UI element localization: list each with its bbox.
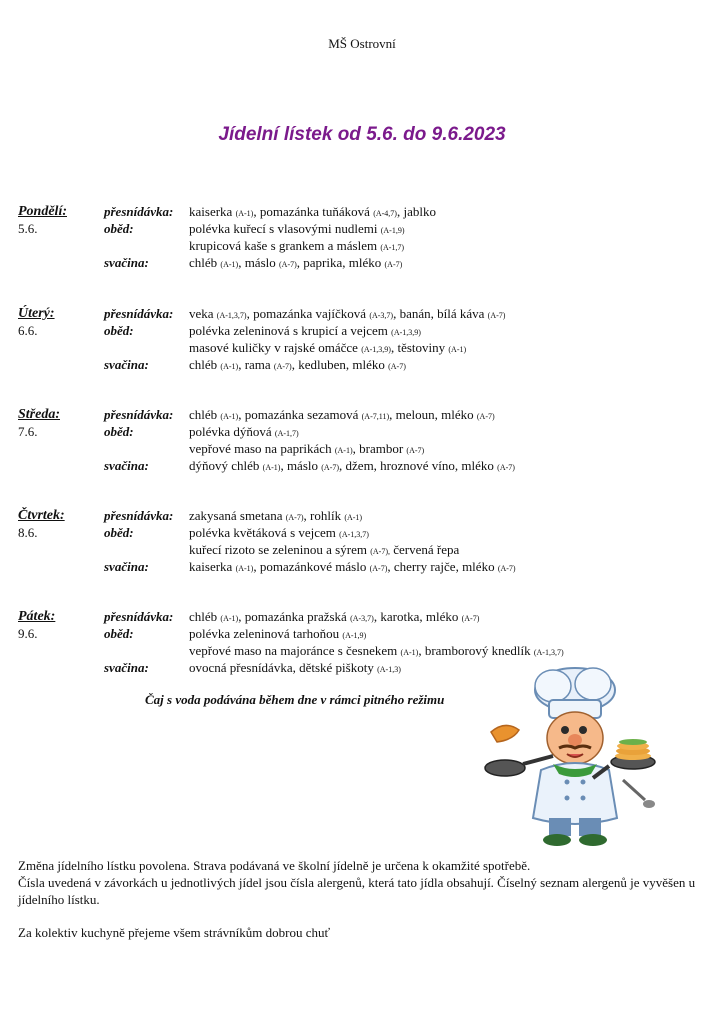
menu-text-segment: masové kuličky v rajské omáčce [189, 340, 362, 355]
menu-text-segment: , kedluben, mléko [291, 357, 389, 372]
meal-items [189, 659, 401, 678]
breakfast-label: přesnídávka: [104, 508, 174, 523]
snack-label: svačina: [104, 458, 149, 473]
footer-line-change: Změna jídelního lístku povolena. Strava podávaná ve školní jídelně je určena k okamžité spotřebě. [18, 858, 531, 873]
allergen-code: (A-1) [220, 260, 239, 269]
menu-text-segment: polévka zeleninová s krupicí a vejcem [189, 323, 392, 338]
menu-text-segment: , pomazánka vajíčková [246, 306, 370, 321]
snack-label: svačina: [104, 559, 149, 574]
allergen-code: (A-1) [220, 614, 239, 623]
breakfast-label: přesnídávka: [104, 609, 174, 624]
allergen-code: (A-1) [400, 648, 419, 657]
menu-text-segment: polévka zeleninová tarhoňou [189, 626, 343, 641]
allergen-code: (A-7) [487, 311, 506, 320]
allergen-code: (A-7), [370, 547, 390, 556]
allergen-code: (A-1) [235, 209, 254, 218]
day-block-thursday [18, 507, 708, 575]
day-name: Úterý: [18, 306, 55, 321]
menu-text-segment: kaiserka [189, 204, 236, 219]
allergen-code: (A-7) [388, 362, 406, 371]
allergen-code: (A-7) [279, 260, 297, 269]
menu-row [18, 507, 708, 524]
allergen-code: (A-1,3,7) [339, 530, 369, 539]
chef-illustration [483, 660, 663, 850]
menu-text-segment: , těstoviny [390, 340, 449, 355]
menu-text-segment: vepřové maso na paprikách [189, 441, 335, 456]
menu-text-segment: , pomazánka tuňáková [253, 204, 374, 219]
menu-text-segment: zakysaná smetana [189, 508, 286, 523]
menu-text-segment: , máslo [238, 255, 279, 270]
breakfast-label: přesnídávka: [104, 306, 174, 321]
menu-text-segment: , pomazánka sezamová [238, 407, 362, 422]
day-date: 7.6. [18, 424, 38, 439]
menu-text-segment: kaiserka [189, 559, 236, 574]
allergen-code: (A-1,3,9) [361, 345, 391, 354]
snack-label: svačina: [104, 255, 149, 270]
menu-row [18, 642, 708, 659]
menu-text-segment: , brambor [352, 441, 407, 456]
menu-text-segment: veka [189, 306, 217, 321]
menu-row [18, 423, 708, 440]
menu-text-segment: dýňový chléb [189, 458, 263, 473]
allergen-code: (A-1,7) [380, 243, 405, 252]
allergen-code: (A-7) [406, 446, 425, 455]
allergen-code: (A-7,11) [361, 412, 390, 421]
menu-row [18, 203, 708, 220]
menu-row [18, 541, 708, 558]
day-date: 5.6. [18, 221, 38, 236]
menu-text-segment: , karotka, mléko [373, 609, 462, 624]
menu-text-segment: , džem, hroznové víno, mléko [339, 458, 498, 473]
menu-text-segment: červená řepa [390, 542, 460, 557]
menu-text-segment: polévka květáková s vejcem [189, 525, 340, 540]
menu-text-segment: polévka dýňová [189, 424, 275, 439]
menu-row [18, 339, 708, 356]
menu-row [18, 558, 708, 575]
school-header: MŠ Ostrovní [328, 36, 396, 51]
menu-text-segment: , meloun, mléko [389, 407, 477, 422]
menu-text-segment: vepřové maso na majoránce s česnekem [189, 643, 401, 658]
menu-text-segment: kuřecí rizoto se zeleninou a sýrem [189, 542, 371, 557]
menu-text-segment: chléb [189, 255, 221, 270]
allergen-code: (A-1,9) [342, 631, 367, 640]
meal-items [189, 558, 516, 577]
allergen-code: (A-3,7) [350, 614, 374, 623]
lunch-label: oběd: [104, 626, 134, 641]
allergen-code: (A-3,7) [369, 311, 394, 320]
breakfast-label: přesnídávka: [104, 204, 174, 219]
menu-text-segment: chléb [189, 609, 221, 624]
menu-text-segment: ovocná přesnídávka, dětské piškoty [189, 660, 378, 675]
menu-row [18, 524, 708, 541]
allergen-code: (A-4,7) [373, 209, 397, 218]
footer-notes [18, 857, 708, 941]
menu-text-segment: , banán, bílá káva [393, 306, 488, 321]
meal-items [189, 254, 402, 273]
menu-text-segment: , cherry rajče, mléko [387, 559, 498, 574]
allergen-code: (A-7) [476, 412, 495, 421]
allergen-code: (A-1) [220, 362, 239, 371]
footer-line-wish: Za kolektiv kuchyně přejeme všem strávníkům dobrou chuť [18, 925, 331, 940]
allergen-code: (A-1) [235, 564, 254, 573]
day-name: Pátek: [18, 609, 56, 624]
lunch-label: oběd: [104, 323, 134, 338]
day-date: 9.6. [18, 626, 38, 641]
allergen-code: (A-1) [448, 345, 467, 354]
day-block-tuesday [18, 305, 708, 373]
menu-row [18, 440, 708, 457]
menu-text-segment: , pomazánka pražská [238, 609, 351, 624]
breakfast-label: přesnídávka: [104, 407, 174, 422]
footer-line-allergens: Čísla uvedená v závorkách u jednotlivých jídel jsou čísla alergenů, která tato jídla obsahují. Číselný seznam alergenů je vyvěšen u jídelního lístku. [18, 875, 696, 907]
allergen-code: (A-1,9) [380, 226, 405, 235]
menu-text-segment: , jablko [396, 204, 436, 219]
menu-text-segment: krupicová kaše s grankem a máslem [189, 238, 381, 253]
menu-row [18, 457, 708, 474]
menu-text-segment: chléb [189, 407, 221, 422]
menu-text-segment: , pomazánkové máslo [253, 559, 370, 574]
day-date: 8.6. [18, 525, 38, 540]
allergen-code: (A-7) [384, 260, 403, 269]
menu-text-segment: polévka kuřecí s vlasovými nudlemi [189, 221, 381, 236]
menu-text-segment: , bramborový knedlík [418, 643, 534, 658]
allergen-code: (A-7) [497, 564, 516, 573]
allergen-code: (A-7) [273, 362, 292, 371]
day-block-wednesday [18, 406, 708, 474]
lunch-label: oběd: [104, 424, 134, 439]
allergen-code: (A-7) [321, 463, 340, 472]
allergen-code: (A-1,3,9) [391, 328, 421, 337]
meal-items [189, 457, 515, 476]
day-name: Pondělí: [18, 204, 67, 219]
menu-row [18, 254, 708, 271]
lunch-label: oběd: [104, 525, 134, 540]
lunch-label: oběd: [104, 221, 134, 236]
meal-items [189, 356, 406, 375]
allergen-code: (A-1) [344, 513, 363, 522]
allergen-code: (A-1,3) [377, 665, 401, 674]
day-name: Středa: [18, 407, 60, 422]
tea-note: Čaj s voda podávána během dne v rámci pitného režimu [145, 692, 445, 707]
menu-row [18, 625, 708, 642]
allergen-code: (A-1,3,7) [533, 648, 564, 657]
snack-label: svačina: [104, 357, 149, 372]
menu-row [18, 406, 708, 423]
allergen-code: (A-7) [369, 564, 388, 573]
menu-row [18, 220, 708, 237]
menu-text-segment: , paprika, mléko [296, 255, 385, 270]
menu-text-segment: chléb [189, 357, 221, 372]
day-name: Čtvrtek: [18, 508, 65, 523]
allergen-code: (A-7) [461, 614, 480, 623]
menu-text-segment: , rohlík [303, 508, 345, 523]
menu-row [18, 356, 708, 373]
menu-row [18, 305, 708, 322]
allergen-code: (A-1) [262, 463, 281, 472]
day-date: 6.6. [18, 323, 38, 338]
menu-title: Jídelní lístek od 5.6. do 9.6.2023 [218, 124, 506, 145]
menu-text-segment: , rama [238, 357, 274, 372]
day-block-monday [18, 203, 708, 271]
allergen-code: (A-1) [220, 412, 239, 421]
allergen-code: (A-1,7) [274, 429, 299, 438]
menu-row [18, 608, 708, 625]
allergen-code: (A-7) [497, 463, 515, 472]
allergen-code: (A-1,3,7) [216, 311, 247, 320]
menu-row [18, 322, 708, 339]
snack-label: svačina: [104, 660, 149, 675]
menu-text-segment: , máslo [280, 458, 322, 473]
allergen-code: (A-7) [285, 513, 304, 522]
menu-row [18, 237, 708, 254]
allergen-code: (A-1) [334, 446, 353, 455]
